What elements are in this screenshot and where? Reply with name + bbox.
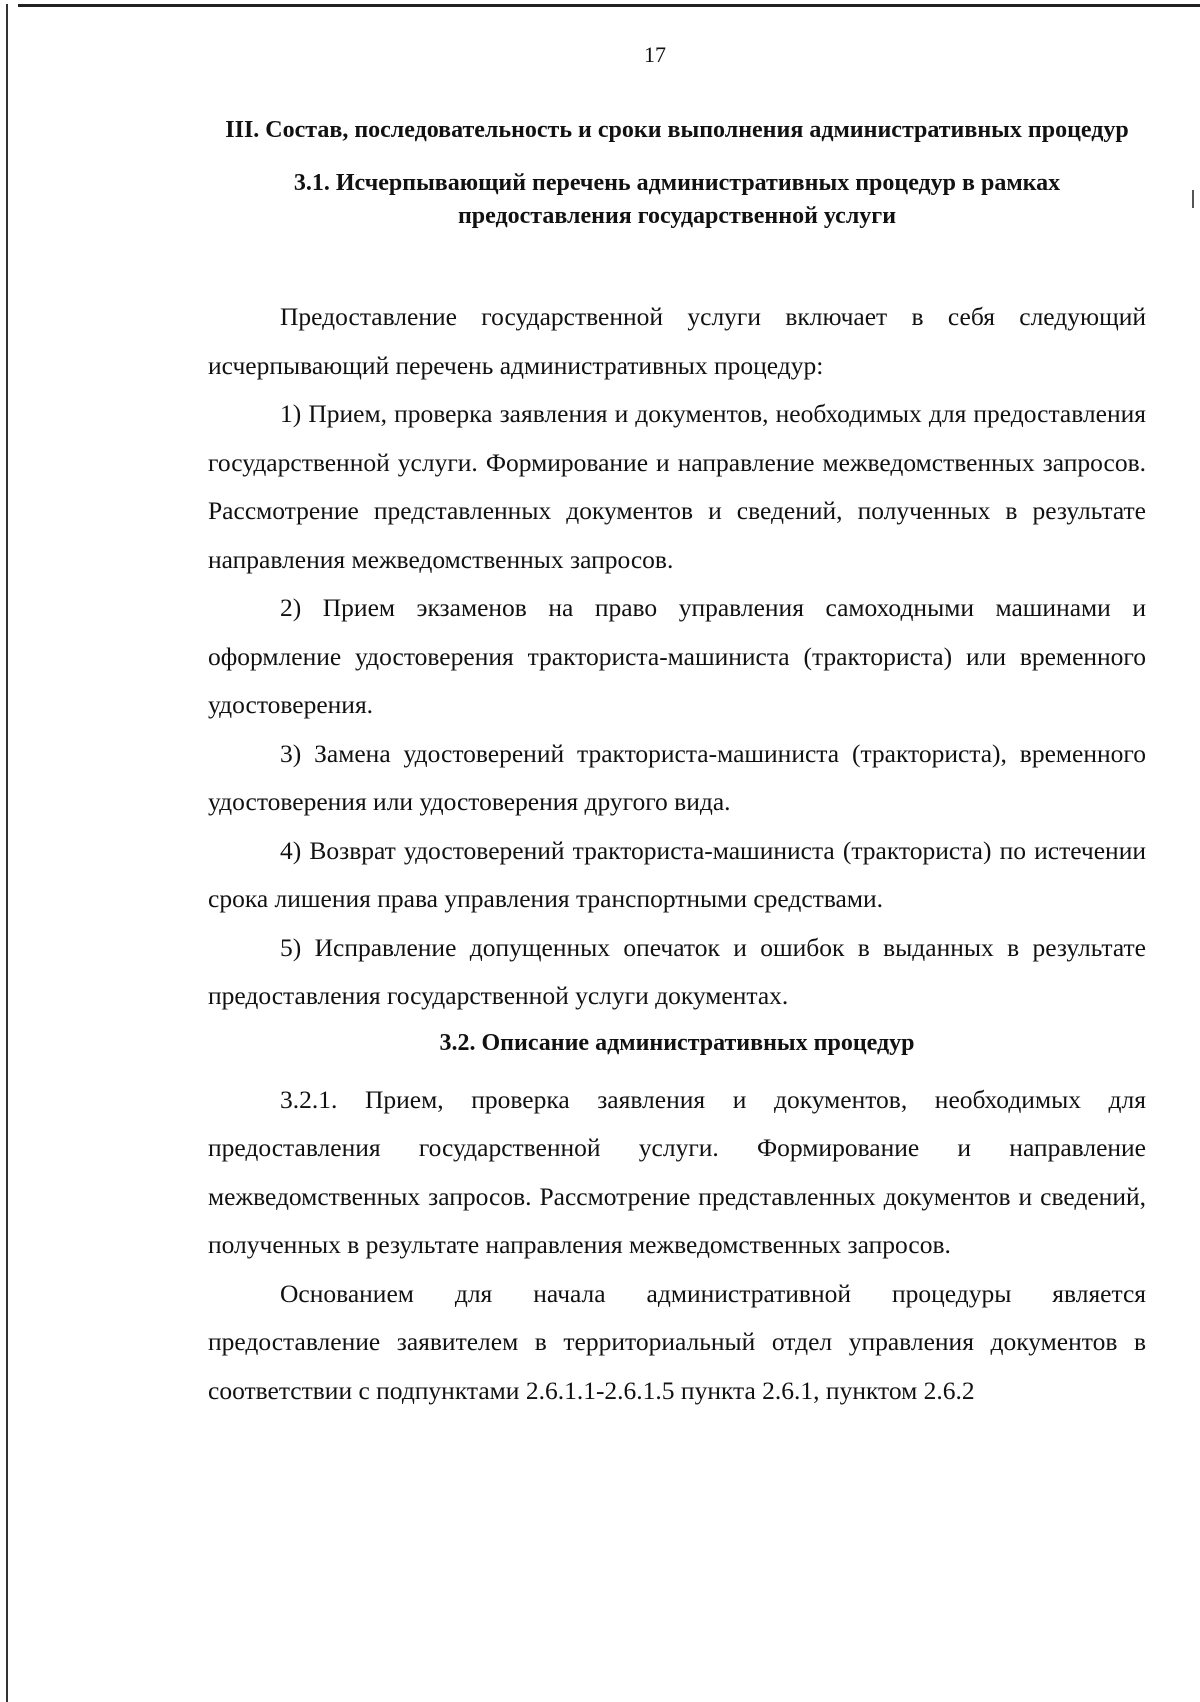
paragraph-basis: Основанием для начала административной процедуры является предоставление заявителем в территориальный отдел управления документов в соответствии с подпунктами 2.6.1.1-2.6.1.5 пункта 2.6.1, пунктом 2.6.2 [208, 1278, 1146, 1405]
scan-edge-mark [1192, 190, 1194, 208]
list-item-2: 2) Прием экзаменов на право управления самоходными машинами и оформление удостоверения тракториста-машиниста (тракториста) или временного удостоверения. [208, 593, 1146, 719]
section-heading-3-2: 3.2. Описание административных процедур [439, 1029, 915, 1056]
page-number: 17 [644, 42, 666, 67]
section-heading-3: III. Состав, последовательность и сроки выполнения административных процедур [225, 117, 1129, 143]
document-body [208, 114, 1146, 1415]
scan-border-top [18, 4, 1200, 7]
section-heading-3-1: 3.1. Исчерпывающий перечень административных процедур в рамках предоставления государственной услуги [293, 170, 1061, 229]
list-item-1: 1) Прием, проверка заявления и документов, необходимых для предоставления государственной услуги. Формирование и направление межведомственных запросов. Рассмотрение представленных документов и сведений, полученных в результате направления межведомственных запросов. [208, 399, 1146, 574]
scan-border-left [6, 4, 8, 1702]
list-item-4: 4) Возврат удостоверений тракториста-машиниста (тракториста) по истечении срока лишения права управления транспортными средствами. [208, 835, 1146, 913]
paragraph-3-2-1: 3.2.1. Прием, проверка заявления и документов, необходимых для предоставления государственной услуги. Формирование и направление межведомственных запросов. Рассмотрение представленных документов и сведений, полученных в результате направления межведомственных запросов. [208, 1084, 1146, 1259]
list-item-3: 3) Замена удостоверений тракториста-машиниста (тракториста), временного удостоверения или удостоверения другого вида. [208, 738, 1146, 816]
list-item-5: 5) Исправление допущенных опечаток и ошибок в выданных в результате предоставления государственной услуги документах. [208, 932, 1146, 1010]
paragraph-intro: Предоставление государственной услуги включает в себя следующий исчерпывающий перечень административных процедур: [208, 302, 1146, 380]
